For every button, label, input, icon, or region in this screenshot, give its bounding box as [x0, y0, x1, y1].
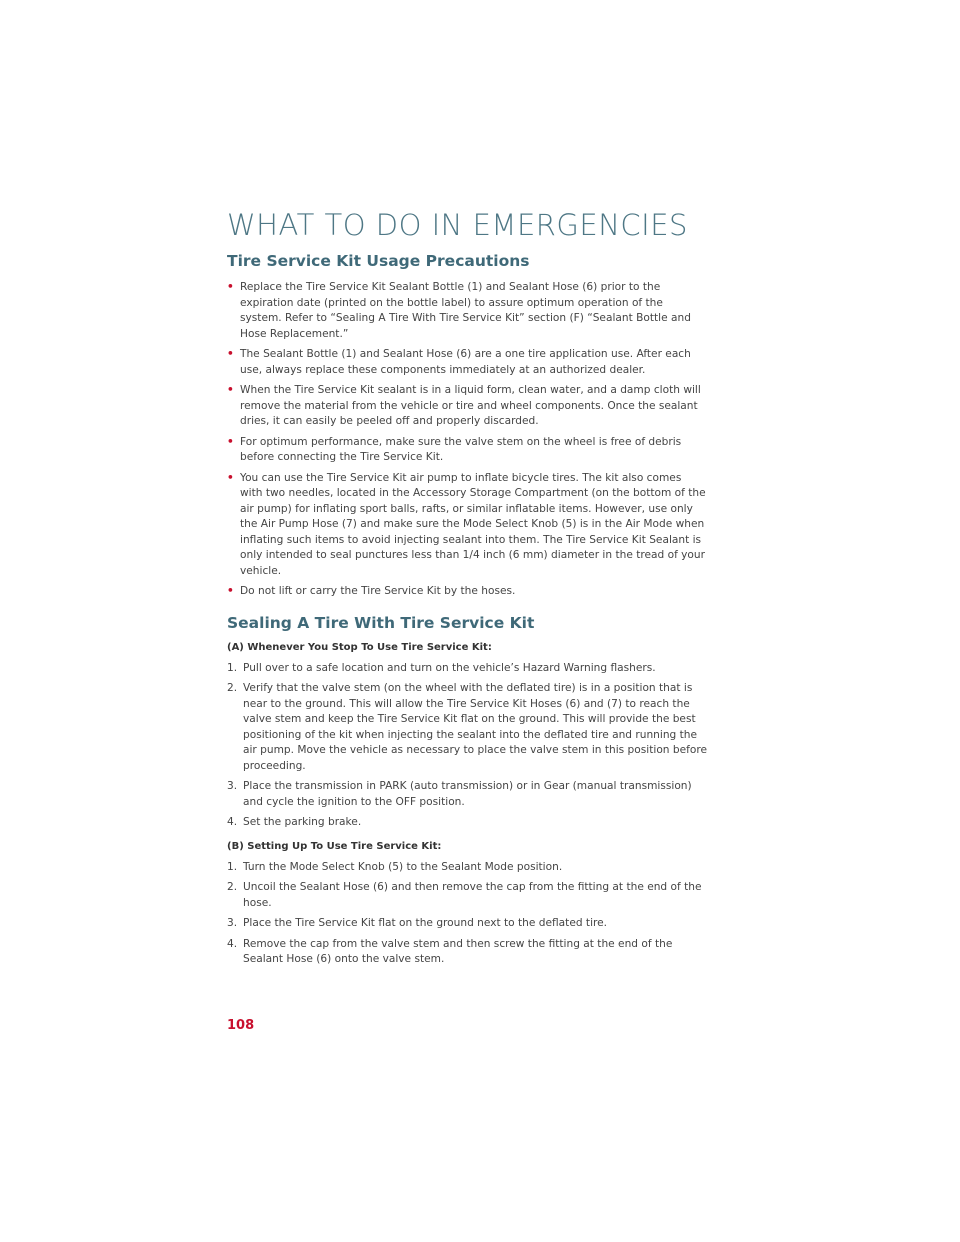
step-text: Place the transmission in PARK (auto transmission) or in Gear (manual transmission) and cycle the ignition to the OFF position. — [243, 780, 692, 808]
precautions-list — [227, 280, 707, 600]
list-item-text: You can use the Tire Service Kit air pump to inflate bicycle tires. The kit also comes with two needles, located in the Accessory Storage Compartment (on the bottom of the air pump) for inflating sport balls, rafts, or similar inflatable items. However, use only the Air Pump Hose (7) and make sure the Mode Select Knob (5) is in the Air Mode when inflating such items to avoid injecting sealant into them. The Tire Service Kit Sealant is only intended to seal punctures less than 1/4 inch (6 mm) diameter in the tread of your vehicle. — [240, 471, 706, 577]
step-text: Verify that the valve stem (on the wheel with the deflated tire) is in a position that is near to the ground. This will allow the Tire Service Kit Hoses (6) and (7) to reach the valve stem and keep the Tire Service Kit flat on the ground. This will provide the best positioning of the kit when injecting the sealant into the deflated tire and running the air pump. Move the vehicle as necessary to place the valve stem in this position before proceeding. — [243, 682, 707, 772]
page-number: 108 — [227, 1018, 255, 1033]
list-item — [227, 471, 707, 580]
step-text: Uncoil the Sealant Hose (6) and then remove the cap from the fitting at the end of the hose. — [243, 881, 702, 909]
list-item — [227, 280, 707, 342]
list-item-text: The Sealant Bottle (1) and Sealant Hose (6) are a one tire application use. After each use, always replace these components immediately at an authorized dealer. — [240, 348, 691, 376]
subsection-b-steps — [227, 860, 707, 968]
step-text: Pull over to a safe location and turn on the vehicle’s Hazard Warning flashers. — [243, 661, 656, 674]
step-text: Set the parking brake. — [243, 816, 362, 828]
step-number: 3. — [227, 780, 238, 792]
bullet-icon: • — [227, 384, 234, 396]
step-text: Remove the cap from the valve stem and then screw the fitting at the end of the Sealant Hose (6) onto the valve stem. — [243, 937, 673, 965]
step-number: 1. — [227, 860, 238, 873]
step-item — [227, 661, 707, 677]
step-item — [227, 937, 707, 968]
step-text: Turn the Mode Select Knob (5) to the Sealant Mode position. — [243, 860, 563, 873]
step-number: 2. — [227, 881, 238, 893]
bullet-icon: • — [227, 348, 234, 360]
list-item — [227, 584, 707, 600]
bullet-icon: • — [227, 585, 234, 597]
step-number: 1. — [227, 661, 238, 674]
step-item — [227, 880, 707, 911]
bullet-icon: • — [227, 435, 234, 448]
list-item — [227, 383, 707, 430]
list-item — [227, 347, 707, 378]
list-item-text: Replace the Tire Service Kit Sealant Bottle (1) and Sealant Hose (6) prior to the expiration date (printed on the bottle label) to assure optimum operation of the system. Refer to “Sealing A Tire With Tire Service Kit” section (F) “Sealant Bottle and Hose Replacement.” — [240, 281, 691, 340]
list-item — [227, 435, 707, 466]
list-item-text: For optimum performance, make sure the valve stem on the wheel is free of debris before connecting the Tire Service Kit. — [240, 435, 682, 463]
step-item — [227, 916, 707, 932]
step-item — [227, 860, 707, 876]
step-text: Place the Tire Service Kit flat on the ground next to the deflated tire. — [243, 917, 608, 929]
sealing-title: Sealing A Tire With Tire Service Kit — [227, 613, 535, 632]
subsection-a-title: (A) Whenever You Stop To Use Tire Service Kit: — [227, 641, 492, 653]
section-header: WHAT TO DO IN EMERGENCIES — [227, 208, 688, 242]
bullet-icon: • — [227, 471, 234, 484]
precautions-title: Tire Service Kit Usage Precautions — [227, 252, 530, 270]
step-number: 4. — [227, 937, 238, 950]
step-item — [227, 779, 707, 810]
step-number: 4. — [227, 816, 238, 828]
subsection-a-steps — [227, 661, 707, 831]
step-item — [227, 681, 707, 774]
step-item — [227, 815, 707, 831]
subsection-b-title: (B) Setting Up To Use Tire Service Kit: — [227, 840, 442, 852]
step-number: 2. — [227, 682, 238, 694]
list-item-text: Do not lift or carry the Tire Service Kit by the hoses. — [240, 585, 516, 597]
bullet-icon: • — [227, 281, 234, 293]
list-item-text: When the Tire Service Kit sealant is in a liquid form, clean water, and a damp cloth will remove the material from the vehicle or tire and wheel components. Once the sealant dries, it can easily be peeled off and properly discarded. — [240, 384, 701, 427]
step-number: 3. — [227, 917, 238, 929]
page-content — [227, 252, 707, 973]
